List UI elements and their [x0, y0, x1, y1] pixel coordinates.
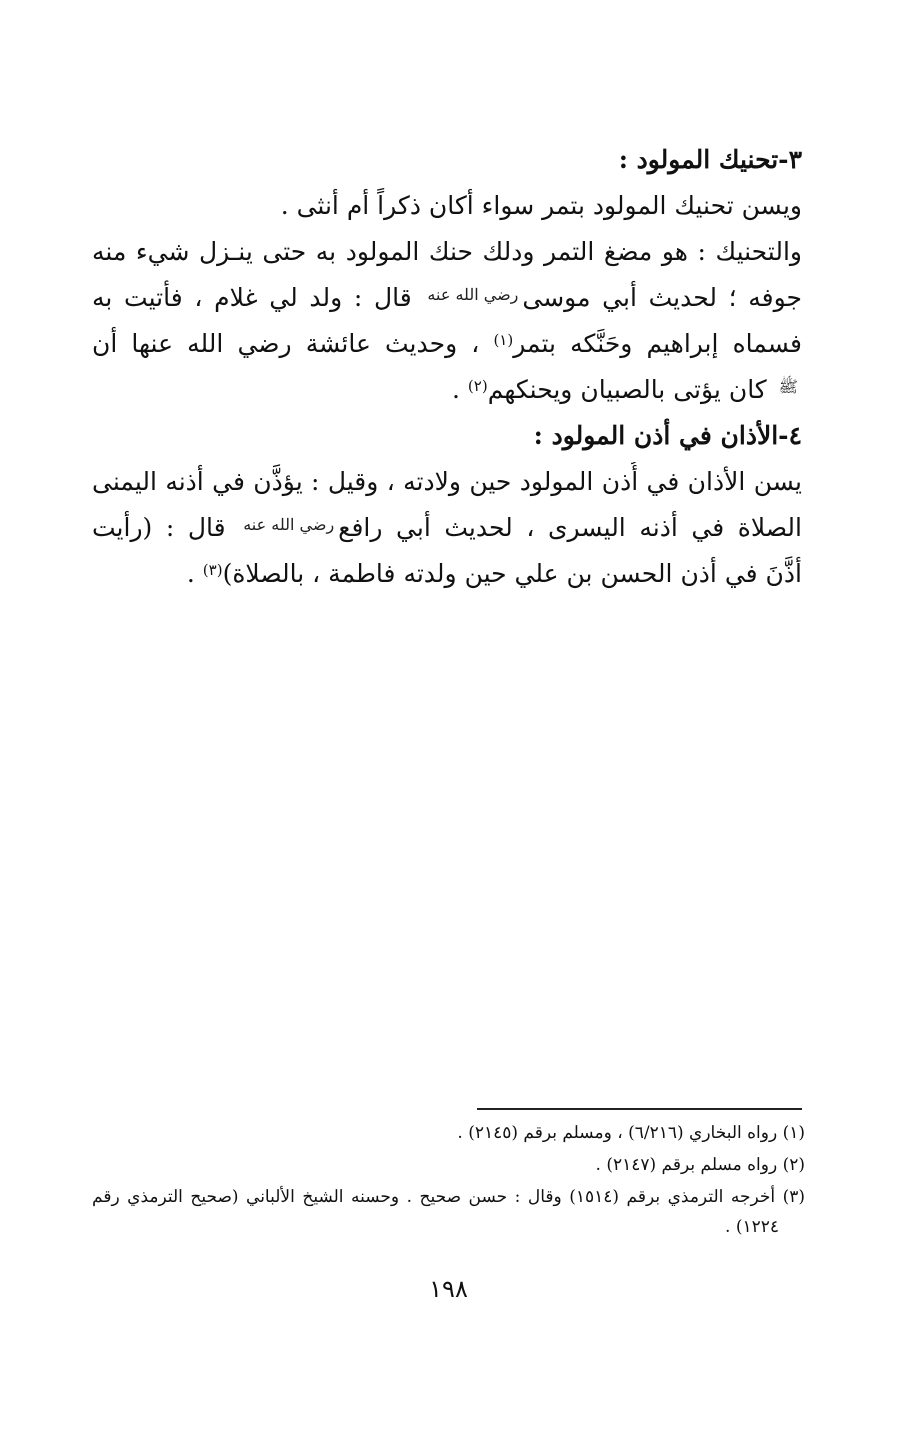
text-segment: كان يؤتى بالصبيان ويحنكهم [487, 375, 767, 404]
footnote-ref[interactable]: (٣) [202, 561, 223, 579]
paragraph-line: والتحنيك : هو مضغ التمر ودلك حنك المولود به حتى ينـزل شيء منه [92, 237, 802, 266]
text-segment: ، وحديث عائشة رضي الله عنها أن [92, 329, 480, 358]
paragraph-line: يسن الأذان في أُذن المولود حين ولادته ، وقيل : يؤذَّن في أذنه اليمنى [92, 467, 802, 496]
paragraph-line [92, 508, 802, 548]
footnote-divider [477, 1108, 802, 1110]
footnote-ref[interactable]: (٢) [467, 377, 488, 395]
radiya-allahu-anhu-symbol: رضي الله عنه [243, 515, 335, 534]
radiya-allahu-anhu-symbol: رضي الله عنه [427, 285, 519, 304]
paragraph-line [92, 324, 802, 364]
paragraph-line [92, 278, 802, 318]
text-segment: قال : (رأيت [92, 513, 226, 542]
paragraph-line [187, 554, 802, 594]
section-heading-adhan: ٤-الأذان في أذن المولود : [533, 421, 802, 450]
text-segment: الصلاة في أذنه اليسرى ، لحديث أبي رافع [338, 513, 802, 542]
section-heading-tahnik: ٣-تحنيك المولود : [618, 145, 802, 174]
text-segment: جوفه ؛ لحديث أبي موسى [522, 283, 802, 312]
text-segment: . [186, 559, 195, 588]
text-segment: أذَّنَ في أذن الحسن بن علي حين ولدته فاطمة ، بالصلاة) [222, 559, 802, 588]
paragraph-line: ويسن تحنيك المولود بتمر سواء أكان ذكراً أم أنثى . [280, 191, 802, 220]
footnote-ref[interactable]: (١) [493, 331, 514, 349]
footnote-3-continued: ١٢٢٤) . [725, 1217, 779, 1237]
paragraph-line [452, 370, 802, 413]
text-segment: . [452, 375, 460, 404]
text-segment: فسماه إبراهيم وحَنَّكه بتمر [513, 329, 802, 358]
salla-allahu-alayhi-symbol: ﷺ [778, 377, 798, 396]
footnote-1: (١) رواه البخاري (٦/٢١٦) ، ومسلم برقم (٢١٤٥) . [457, 1123, 805, 1143]
footnote-3: (٣) أخرجه الترمذي برقم (١٥١٤) وقال : حسن صحيح . وحسنه الشيخ الألباني (صحيح الترمذي رقم [92, 1187, 805, 1207]
page-number: ١٩٨ [429, 1275, 468, 1303]
text-segment: قال : ولد لي غلام ، فأتيت به [92, 283, 412, 312]
footnote-2: (٢) رواه مسلم برقم (٢١٤٧) . [595, 1155, 805, 1175]
